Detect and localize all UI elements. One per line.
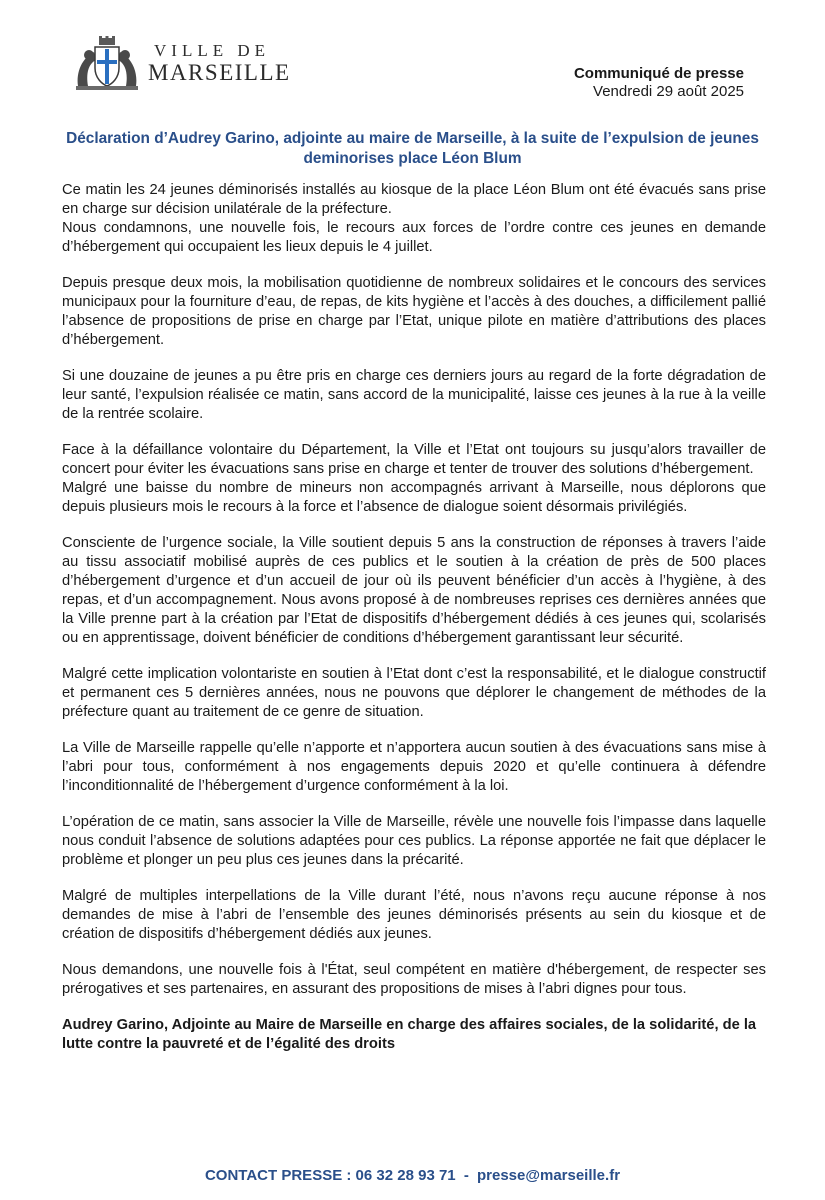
city-crest-icon	[72, 36, 142, 92]
paragraph-3: Si une douzaine de jeunes a pu être pris en charge ces derniers jours au regard de la forte dégradation de leur santé, l’expulsion réalisée ce matin, sans accord de la municipalité, laisse ces jeunes à la rue à la veille de la rentrée scolaire.	[62, 368, 766, 422]
paragraph-8: L’opération de ce matin, sans associer la Ville de Marseille, révèle une nouvelle fois l’impasse dans laquelle nous conduit l’absence de solutions adaptées pour ces publics. La réponse apportée ne fait que déplacer le problème et plonger un peu plus ces jeunes dans la précarité.	[62, 814, 766, 868]
paragraph-4b: Malgré une baisse du nombre de mineurs non accompagnés arrivant à Marseille, nous déplorons que depuis plusieurs mois le recours à la force et l’absence de dialogue soient désormais privilégiés.	[62, 480, 766, 515]
logo-small-text: VILLE DE	[154, 41, 271, 60]
paragraph-5: Consciente de l’urgence sociale, la Ville soutient depuis 5 ans la construction de réponses à travers l’aide au tissu associatif mobilisé auprès de ces publics et le soutien à la création de près de 500 places d’hébergement d’urgence et d’un accueil de jour où ils peuvent bénéficier d’un accès à l’hygiène, à des repas, et d’un accompagnement. Nous avons proposé à de nombreuses reprises ces dernières années que la Ville prenne part à la création par l’Etat de dispositifs d’hébergement dédiés à ces jeunes qui, scolarisés ou en apprentissage, doivent bénéficier de conditions d’hébergement garantissant leur sécurité.	[62, 535, 766, 646]
city-logo	[72, 36, 291, 92]
paragraph-4a: Face à la défaillance volontaire du Département, la Ville et l’Etat ont toujours su jusqu’alors travailler de concert pour éviter les évacuations sans prise en charge et tenter de trouver des solutions d’hébergement.	[62, 442, 766, 477]
contact-phone[interactable]: 06 32 28 93 71	[355, 1167, 456, 1184]
paragraph-1b: Nous condamnons, une nouvelle fois, le recours aux forces de l’ordre contre ces jeunes en demande d’hébergement qui occupaient les lieux depuis le 4 juillet.	[62, 220, 766, 255]
logo-wordmark	[148, 42, 291, 86]
paragraph-1a: Ce matin les 24 jeunes déminorisés installés au kiosque de la place Léon Blum ont été évacués sans prise en charge sur décision unilatérale de la préfecture.	[62, 182, 766, 217]
contact-label: CONTACT PRESSE :	[204, 1167, 352, 1184]
contact-separator: -	[463, 1167, 469, 1184]
press-contact-footer	[0, 1166, 825, 1186]
document-title: Déclaration d’Audrey Garino, adjointe au maire de Marseille, à la suite de l’expulsion de jeunes deminorises place Léon Blum	[66, 130, 759, 167]
paragraph-6: Malgré cette implication volontariste en soutien à l’Etat dont c’est la responsabilité, et le dialogue constructif et permanent ces 5 dernières années, nous ne pouvons que déplorer le changement de méthodes de la préfecture quant au traitement de ce genre de situation.	[62, 666, 766, 720]
press-release-date: Vendredi 29 août 2025	[593, 83, 744, 100]
paragraph-9: Malgré de multiples interpellations de la Ville durant l’été, nous n’avons reçu aucune réponse à nos demandes de mise à l’abri de l’ensemble des jeunes déminorisés présents au sein du kiosque et de création de dispositifs d’hébergement dédiés aux jeunes.	[62, 888, 766, 942]
paragraph-10: Nous demandons, une nouvelle fois à l'État, seul compétent en matière d'hébergement, de respecter ses prérogatives et ses partenaires, en assurant des propositions de mises à l’abri dignes pour tous.	[62, 962, 766, 997]
press-release-header	[574, 64, 744, 101]
document-body	[62, 181, 766, 1071]
press-release-label: Communiqué de presse	[573, 65, 744, 82]
paragraph-7: La Ville de Marseille rappelle qu’elle n’apporte et n’apportera aucun soutien à des évacuations sans mise à l’abri pour tous, conformément à nos engagements depuis 2020 et qu’elle continuera à défendre l’inconditionnalité de l’hébergement d’urgence conformément à la loi.	[62, 740, 766, 794]
paragraph-2: Depuis presque deux mois, la mobilisation quotidienne de nombreux solidaires et le concours des services municipaux pour la fourniture d’eau, de repas, de kits hygiène et l’accès à des douches, a difficilement pallié l’absence de propositions de prise en charge par l’Etat, unique pilote en matière d’attributions des places d’hébergement.	[62, 275, 766, 348]
contact-email[interactable]: presse@marseille.fr	[476, 1167, 621, 1184]
signature: Audrey Garino, Adjointe au Maire de Marseille en charge des affaires sociales, de la solidarité, de la lutte contre la pauvreté et de l’égalité des droits	[62, 1017, 757, 1052]
logo-big-text: MARSEILLE	[148, 60, 291, 85]
